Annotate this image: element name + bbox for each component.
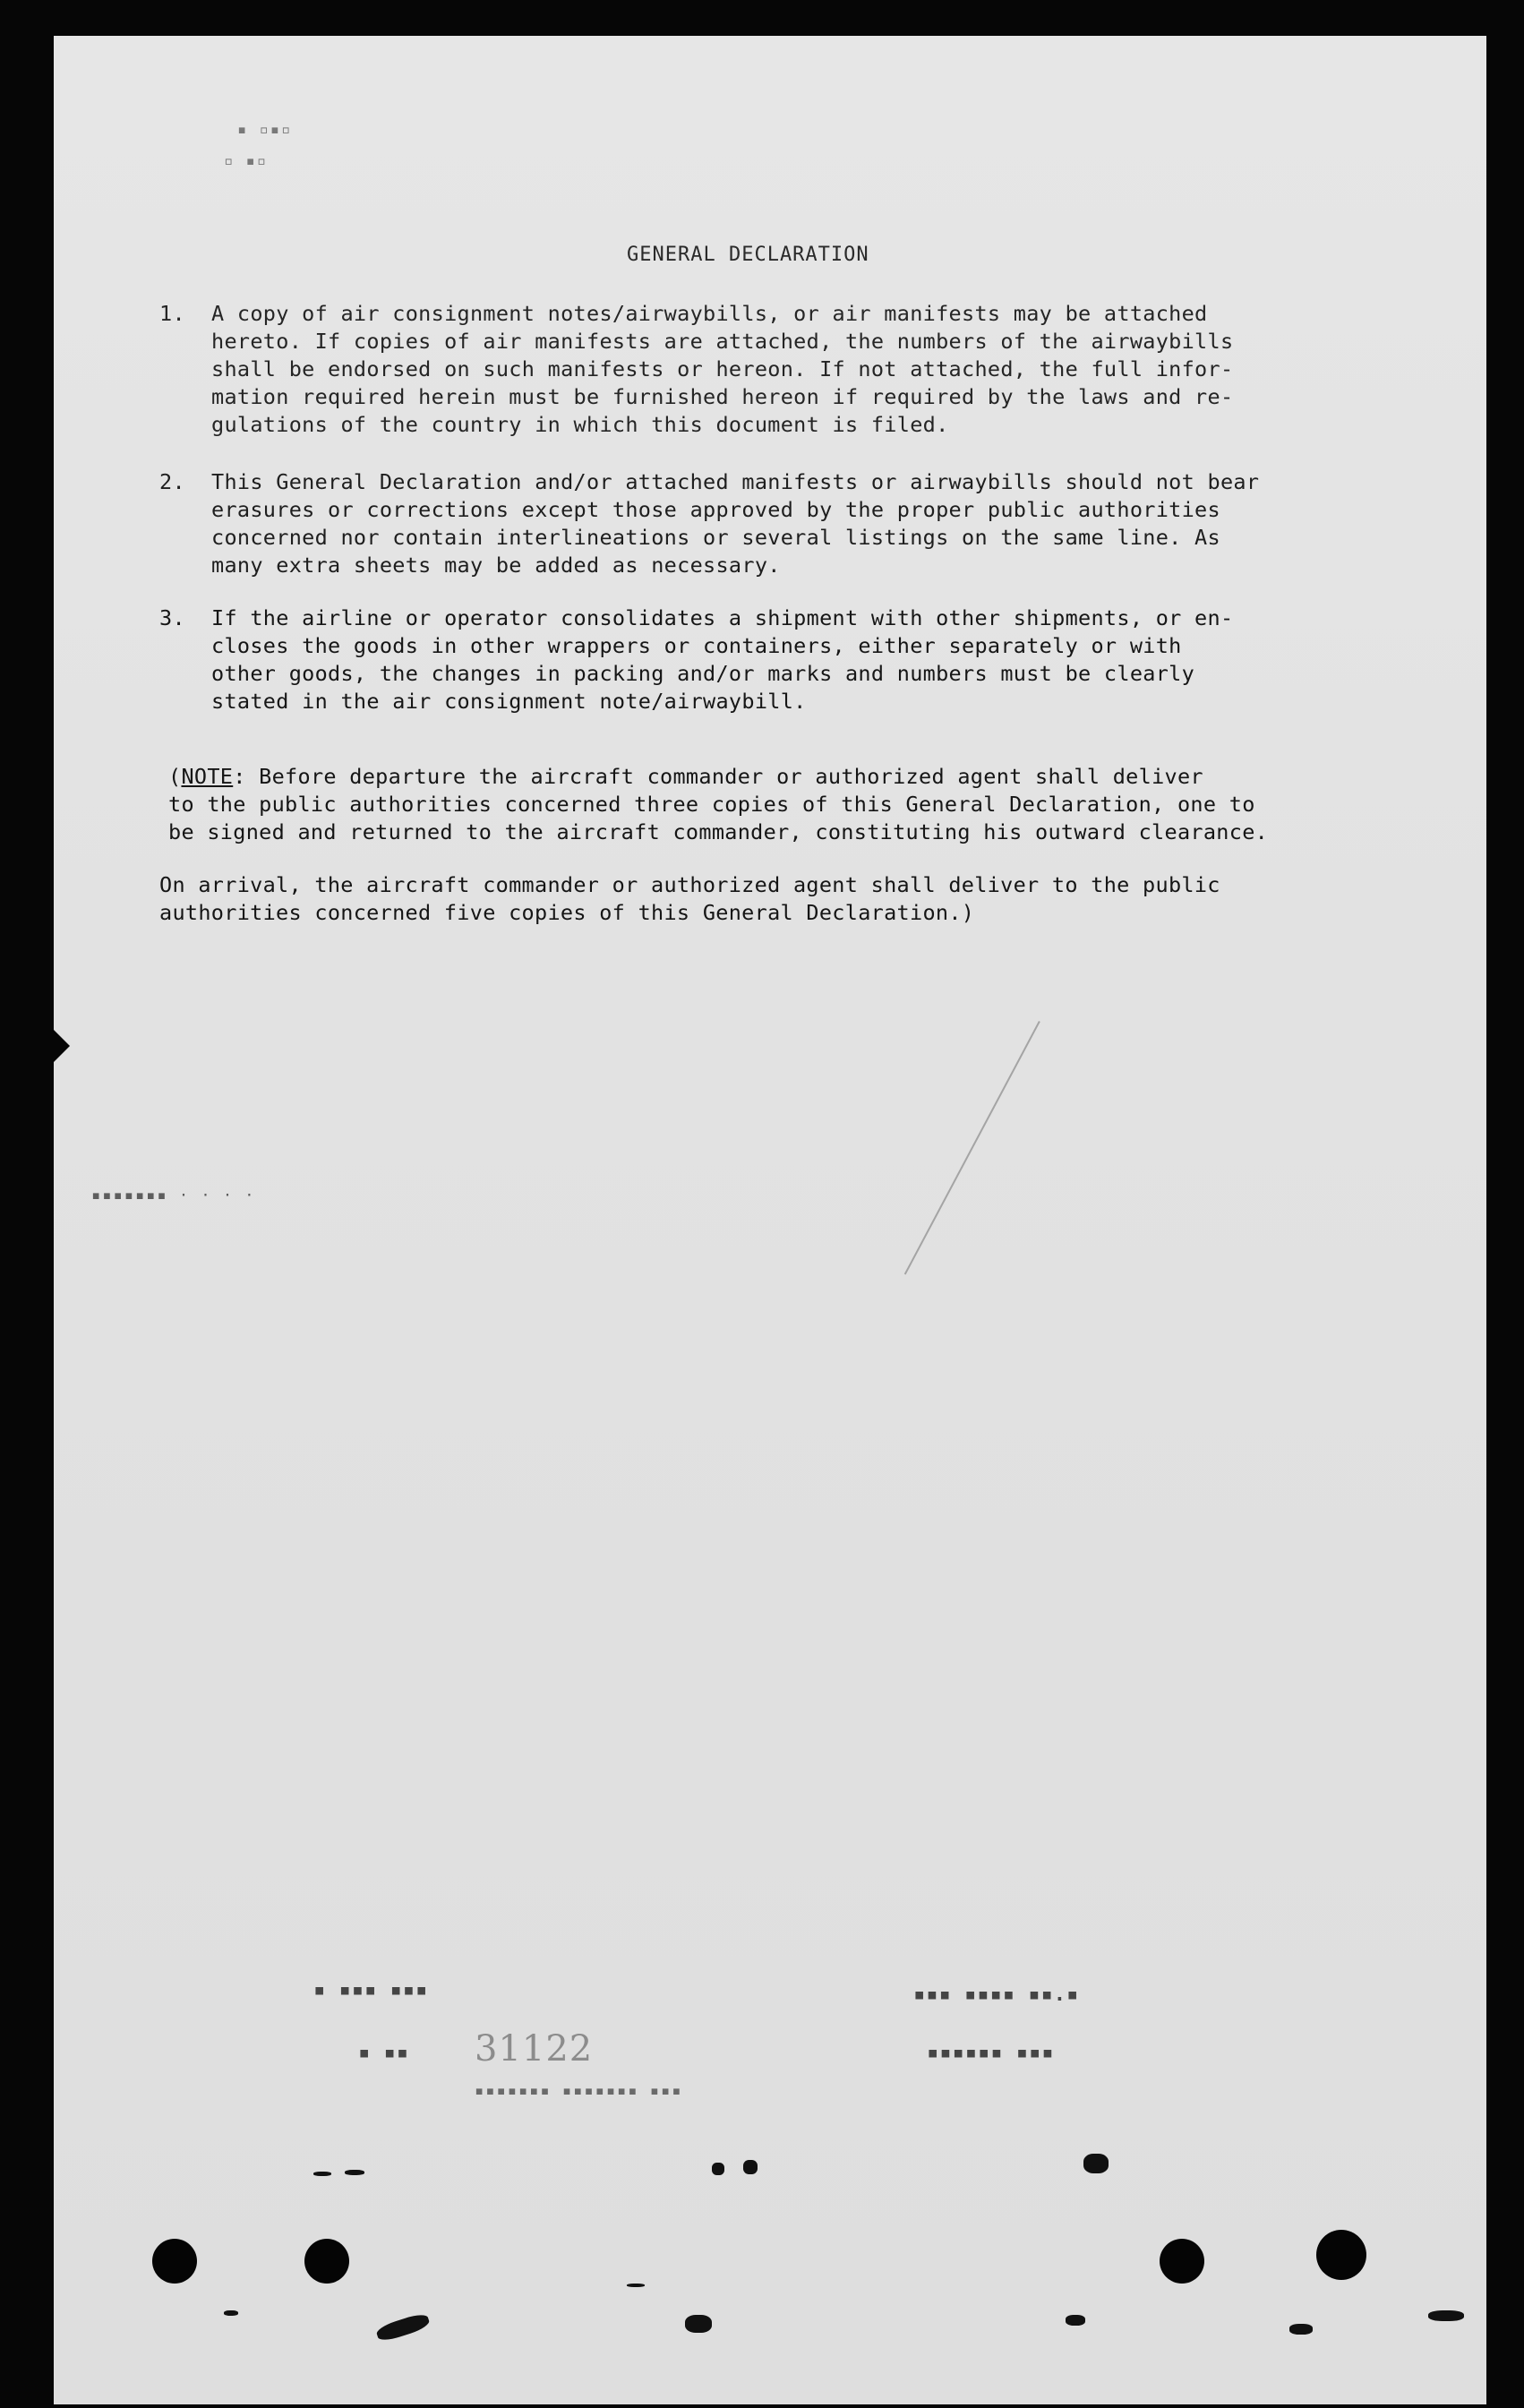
faded-stamp-text: ▪ ▪▪▪ ▪▪▪ xyxy=(313,1979,429,2001)
item-text xyxy=(211,468,1402,579)
faded-stamp-text: ▪▪▪▪▪▪ ▪▪▪ xyxy=(927,2042,1055,2064)
faded-stamp-text: ▪▪▪ ▪▪▪▪ ▪▪.▪ xyxy=(913,1984,1080,2006)
item-number: 2. xyxy=(159,469,185,494)
page-edge-notch xyxy=(54,1030,70,1062)
ink-smudge xyxy=(375,2311,432,2344)
punch-hole xyxy=(1316,2230,1366,2280)
item-line: hereto. If copies of air manifests are attached, the numbers of the airwaybills xyxy=(211,329,1234,354)
arrival-note xyxy=(159,871,1413,927)
item-line: A copy of air consignment notes/airwaybills, or air manifests may be attached xyxy=(211,301,1208,326)
item-number: 1. xyxy=(159,301,185,326)
item-line: many extra sheets may be added as necessary. xyxy=(211,553,781,578)
item-text xyxy=(211,300,1402,439)
arrival-line: On arrival, the aircraft commander or authorized agent shall deliver to the public xyxy=(159,872,1220,897)
punch-hole xyxy=(1160,2239,1204,2284)
faint-stamp-fragment: ▪ ▫▪▫ xyxy=(237,121,293,139)
faint-stamp-fragment: ▫ ▪▫ xyxy=(224,152,268,170)
note-line: be signed and returned to the aircraft commander, constituting his outward clearance. xyxy=(168,819,1269,844)
pencil-mark xyxy=(904,1021,1040,1274)
ink-smudge xyxy=(1083,2154,1109,2173)
item-text xyxy=(211,604,1402,716)
note-line: to the public authorities concerned three copies of this General Declaration, one to xyxy=(168,792,1255,817)
arrival-line: authorities concerned five copies of this General Declaration.) xyxy=(159,900,975,925)
note-first-line: (NOTE: Before departure the aircraft commander or authorized agent shall deliver xyxy=(168,764,1203,789)
faint-stamp-fragment: ▪▪▪▪▪▪▪ · · · · xyxy=(91,1187,256,1204)
ink-smudge xyxy=(1066,2315,1085,2326)
punch-hole xyxy=(152,2239,197,2284)
item-line: erasures or corrections except those approved by the proper public authorities xyxy=(211,497,1220,522)
item-line: shall be endorsed on such manifests or hereon. If not attached, the full infor- xyxy=(211,356,1234,381)
document-page xyxy=(54,36,1486,2404)
item-line: This General Declaration and/or attached manifests or airwaybills should not bear xyxy=(211,469,1260,494)
handwritten-number: 31122 xyxy=(475,2028,594,2070)
item-line: closes the goods in other wrappers or containers, either separately or with xyxy=(211,633,1182,658)
faded-stamp-text: ▪ ▪▪ xyxy=(358,2042,409,2064)
ink-smudge xyxy=(743,2160,758,2174)
ink-smudge xyxy=(712,2163,724,2175)
faint-stamp-fragment: ▪▪▪▪▪▪▪ ▪▪▪▪▪▪▪ ▪▪▪ xyxy=(475,2082,683,2100)
ink-smudge xyxy=(224,2310,238,2316)
item-line: mation required herein must be furnished hereon if required by the laws and re- xyxy=(211,384,1234,409)
item-line: concerned nor contain interlineations or several listings on the same line. As xyxy=(211,525,1220,550)
item-number: 3. xyxy=(159,605,185,630)
note-text: : Before departure the aircraft commander or authorized agent shall deliver xyxy=(233,764,1203,789)
item-line: If the airline or operator consolidates a shipment with other shipments, or en- xyxy=(211,605,1234,630)
ink-smudge xyxy=(685,2315,712,2333)
ink-smudge xyxy=(1289,2324,1313,2335)
document-title: GENERAL DECLARATION xyxy=(627,244,869,266)
ink-smudge xyxy=(313,2172,331,2176)
item-line: gulations of the country in which this document is filed. xyxy=(211,412,949,437)
ink-smudge xyxy=(345,2170,364,2175)
ink-smudge xyxy=(1428,2310,1464,2321)
item-line: other goods, the changes in packing and/or marks and numbers must be clearly xyxy=(211,661,1195,686)
ink-smudge xyxy=(627,2284,645,2287)
item-line: stated in the air consignment note/airwaybill. xyxy=(211,689,807,714)
note-label: NOTE xyxy=(181,764,234,789)
punch-hole xyxy=(304,2239,349,2284)
departure-note xyxy=(168,763,1413,846)
